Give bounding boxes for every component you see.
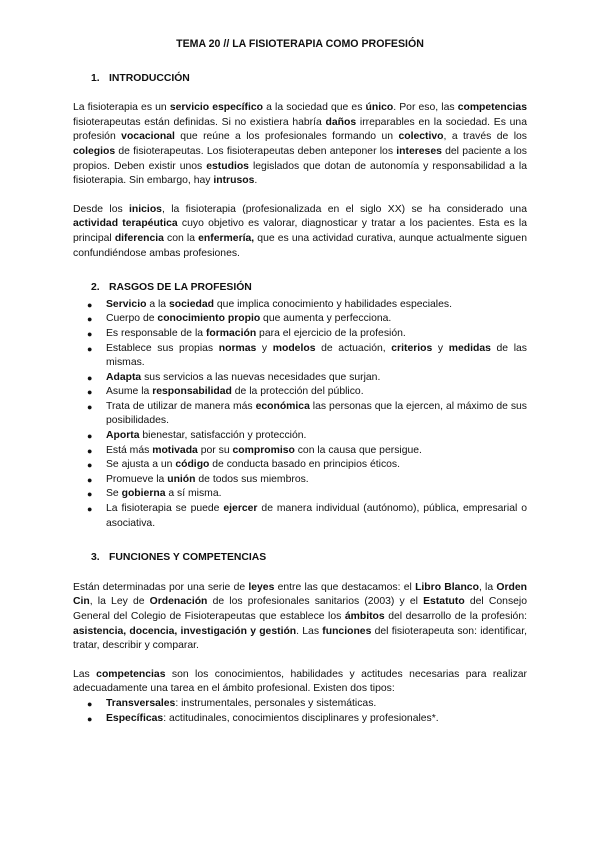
bold-term: Servicio bbox=[106, 298, 147, 310]
funciones-paragraph-2: Las competencias son los conocimientos, habilidades y actitudes necesarias para realizar adecuadamente una tarea en el ámbito profesional. Existen dos tipos: bbox=[73, 668, 528, 695]
list-item: ● Es responsable de la formación para el ejercicio de la profesión. bbox=[73, 327, 527, 342]
bold-term: ejercer bbox=[223, 503, 258, 515]
section-heading-funciones bbox=[73, 551, 527, 566]
bold-term: colegios bbox=[73, 145, 116, 157]
intro-paragraph-1: La fisioterapia es un servicio específico a la sociedad que es único. Por eso, las competencias fisioterapeutas están definidas. Si no existiera habría daños irreparables en la sociedad. Es una profesión vocacional que reúne a los profesionales formando un colectivo, a través de los colegios de fisioterapeutas. Los fisioterapeutas deben anteponer los intereses del paciente a los propios. Deben existir unos estudios legislados que dotan de autonomía y responsabilidad a la fisioterapia. Sin embargo, hay intrusos. bbox=[73, 102, 527, 187]
bold-term: único bbox=[365, 102, 394, 114]
bold-term: Orden Cin bbox=[73, 581, 527, 608]
bold-term: asistencia, docencia, investigación y gestión bbox=[73, 625, 297, 637]
list-item: ● Promueve la unión de todos sus miembros. bbox=[73, 473, 527, 488]
bold-term: servicio específico bbox=[169, 102, 264, 114]
bold-term: responsabilidad bbox=[152, 386, 232, 398]
bold-term: formación bbox=[205, 327, 257, 339]
bold-term: funciones bbox=[322, 625, 372, 637]
list-item: ● Se ajusta a un código de conducta basado en principios éticos. bbox=[73, 458, 527, 473]
bold-term: Transversales bbox=[106, 697, 176, 709]
bold-term: competencias bbox=[457, 102, 527, 114]
bold-term: modelos bbox=[272, 342, 316, 354]
bold-term: leyes bbox=[248, 581, 275, 593]
list-item: ● Trata de utilizar de manera más económica las personas que la ejercen, al máximo de sus posibilidades. bbox=[73, 400, 527, 429]
bold-term: unión bbox=[167, 473, 196, 485]
bold-term: Aporta bbox=[106, 430, 140, 442]
section-number: 2. bbox=[91, 282, 100, 294]
list-item: ● Está más motivada por su compromiso con la causa que persigue. bbox=[73, 444, 527, 459]
section-heading-rasgos bbox=[73, 281, 527, 296]
bold-term: competencias bbox=[96, 668, 166, 680]
bold-term: motivada bbox=[152, 444, 198, 456]
bold-term: normas bbox=[218, 342, 257, 354]
bold-term: enfermería, bbox=[198, 232, 255, 244]
rasgos-list bbox=[73, 298, 527, 532]
page-title: TEMA 20 // LA FISIOTERAPIA COMO PROFESIÓN bbox=[176, 38, 424, 50]
bold-term: Específicas bbox=[106, 712, 164, 724]
section-title: INTRODUCCIÓN bbox=[109, 72, 190, 84]
funciones-paragraph-1: Están determinadas por una serie de leyes entre las que destacamos: el Libro Blanco, la Orden Cin, la Ley de Ordenación de los profesionales sanitarios (2003) y el Estatuto del Consejo General del Colegio de Fisioterapeutas que establece los ámbitos del desarrollo de la profesión: asistencia, docencia, investigación y gestión. Las funciones del fisioterapeuta son: identificar, tratar, describir y comparar. bbox=[73, 581, 528, 652]
section-number: 1. bbox=[91, 72, 100, 84]
list-item: ● Servicio a la sociedad que implica conocimiento y habilidades especiales. bbox=[73, 298, 527, 313]
section-number: 3. bbox=[91, 552, 100, 564]
bold-term: intrusos bbox=[213, 175, 255, 187]
bold-term: diferencia bbox=[114, 232, 164, 244]
bold-term: Ordenación bbox=[149, 596, 208, 608]
list-item: ● Aporta bienestar, satisfacción y protección. bbox=[73, 429, 527, 444]
list-item: ● Asume la responsabilidad de la protección del público. bbox=[73, 385, 527, 400]
bold-term: Libro Blanco bbox=[415, 581, 479, 593]
bold-term: Estatuto bbox=[423, 596, 465, 608]
list-item: ● Adapta sus servicios a las nuevas necesidades que surjan. bbox=[73, 371, 527, 386]
bold-term: medidas bbox=[448, 342, 491, 354]
bold-term: conocimiento propio bbox=[157, 313, 261, 325]
list-item: ● Se gobierna a sí misma. bbox=[73, 487, 527, 502]
bold-term: inicios bbox=[129, 203, 162, 215]
list-item: ● Específicas: actitudinales, conocimientos disciplinares y profesionales*. bbox=[73, 712, 527, 727]
section-title: RASGOS DE LA PROFESIÓN bbox=[109, 282, 252, 294]
bold-term: Adapta bbox=[106, 371, 142, 383]
bold-term: intereses bbox=[396, 145, 442, 157]
bold-term: actividad terapéutica bbox=[73, 218, 178, 230]
competencias-list bbox=[73, 697, 527, 726]
bold-term: gobierna bbox=[121, 488, 166, 500]
list-item: ● Transversales: instrumentales, personales y sistemáticas. bbox=[73, 697, 527, 712]
section-title: FUNCIONES Y COMPETENCIAS bbox=[109, 552, 267, 564]
bold-term: código bbox=[175, 459, 210, 471]
section-heading-introduccion bbox=[73, 72, 527, 87]
bold-term: sociedad bbox=[168, 298, 215, 310]
list-item: ● La fisioterapia se puede ejercer de manera individual (autónomo), pública, empresarial o asociativa. bbox=[73, 502, 527, 531]
bold-term: criterios bbox=[391, 342, 433, 354]
bold-term: económica bbox=[255, 400, 310, 412]
bold-term: vocacional bbox=[121, 131, 175, 143]
bold-term: daños bbox=[325, 116, 357, 128]
bold-term: colectivo bbox=[398, 131, 444, 143]
bold-term: ámbitos bbox=[344, 611, 385, 622]
bold-term: estudios bbox=[206, 160, 249, 172]
intro-paragraph-2: Desde los inicios, la fisioterapia (profesionalizada en el siglo XX) se ha considerado una actividad terapéutica cuyo objetivo es valorar, diagnosticar y tratar a los pacientes. Esta es la principal diferencia con la enfermería, que es una actividad curativa, aunque actualmente siguen confundiéndose ambas profesiones. bbox=[73, 203, 527, 259]
list-item: ● Cuerpo de conocimiento propio que aumenta y perfecciona. bbox=[73, 312, 527, 327]
bold-term: compromiso bbox=[232, 444, 295, 456]
list-item: ● Establece sus propias normas y modelos de actuación, criterios y medidas de las mismas. bbox=[73, 342, 527, 371]
